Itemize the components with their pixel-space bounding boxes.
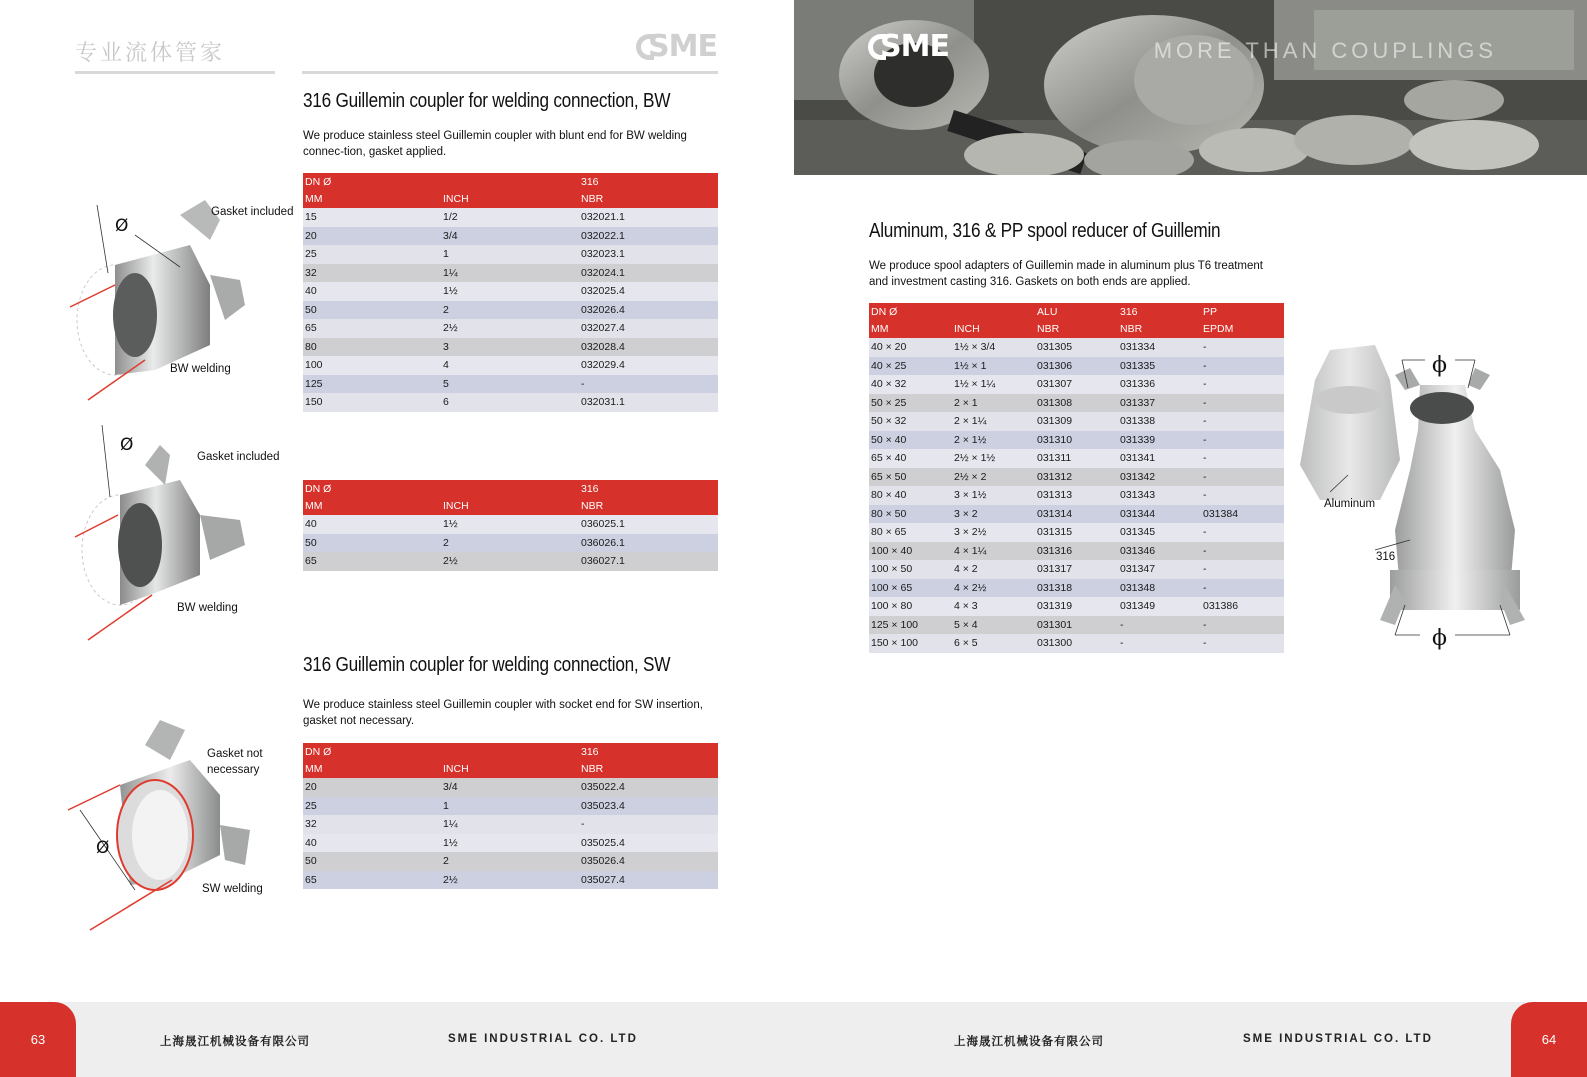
table-cell: 031336 — [1118, 375, 1201, 394]
table-row — [303, 852, 718, 871]
table-header-row — [303, 761, 718, 779]
table-cell: 031346 — [1118, 542, 1201, 561]
table-cell: - — [1201, 542, 1284, 561]
table-cell: 65 — [303, 319, 441, 338]
table-cell: 150 — [303, 393, 441, 412]
table-cell: 035026.4 — [579, 852, 718, 871]
header-cell: MM — [303, 191, 441, 209]
table-row — [869, 560, 1284, 579]
header-cell: INCH — [441, 761, 579, 779]
table-cell: 50 × 32 — [869, 412, 952, 431]
footer-company-en-left: SME INDUSTRIAL CO. LTD — [448, 1033, 638, 1045]
table-header-row — [303, 743, 718, 761]
table-cell: 4 × 2½ — [952, 579, 1035, 598]
table-cell: 031334 — [1118, 338, 1201, 357]
sme-logo-left: SME — [636, 29, 717, 64]
table-row — [303, 375, 718, 394]
table-cell: 2 — [441, 301, 579, 320]
table-cell: 3/4 — [441, 778, 579, 797]
table-row — [869, 616, 1284, 635]
sme-logo-right: SME — [868, 29, 949, 64]
table-row — [303, 778, 718, 797]
table-cell: 031345 — [1118, 523, 1201, 542]
table-row — [303, 338, 718, 357]
table-cell: 2 × 1 — [952, 394, 1035, 413]
header-cell — [441, 743, 579, 761]
table-header-row — [303, 480, 718, 498]
table-row — [303, 834, 718, 853]
table-cell: - — [1201, 394, 1284, 413]
table-cell: - — [1118, 634, 1201, 653]
table-cell: 031313 — [1035, 486, 1118, 505]
table-cell: 2 × 1¼ — [952, 412, 1035, 431]
factory-photo-illustration — [794, 0, 1587, 175]
table-cell: - — [1201, 486, 1284, 505]
table-cell: 1 — [441, 245, 579, 264]
header-cell: NBR — [1118, 321, 1201, 339]
table-cell: 2½ — [441, 871, 579, 890]
table-cell: 25 — [303, 245, 441, 264]
table-cell: 4 × 1¼ — [952, 542, 1035, 561]
table-cell: - — [1201, 338, 1284, 357]
table-cell: 032025.4 — [579, 282, 718, 301]
table-cell: 3 × 1½ — [952, 486, 1035, 505]
table-row — [869, 394, 1284, 413]
header-cell: EPDM — [1201, 321, 1284, 339]
table-cell: 2½ × 1½ — [952, 449, 1035, 468]
table-header-row — [303, 173, 718, 191]
table-cell: 035027.4 — [579, 871, 718, 890]
header-cell: NBR — [579, 761, 718, 779]
table-row — [869, 357, 1284, 376]
table-cell: 2 — [441, 852, 579, 871]
table-cell: 2½ — [441, 552, 579, 571]
table-cell: 031318 — [1035, 579, 1118, 598]
table-cell: 40 — [303, 515, 441, 534]
header-cell: DN Ø — [303, 743, 441, 761]
table-cell: 6 — [441, 393, 579, 412]
table-cell: 036027.1 — [579, 552, 718, 571]
table-header-row — [869, 321, 1284, 339]
header-cell: DN Ø — [869, 303, 952, 321]
table-cell: 031310 — [1035, 431, 1118, 450]
table-cell: 100 — [303, 356, 441, 375]
table-cell: 100 × 65 — [869, 579, 952, 598]
table-header-row — [303, 498, 718, 516]
table-cell: 40 — [303, 834, 441, 853]
table-cell: 65 — [303, 552, 441, 571]
header-cell: MM — [303, 498, 441, 516]
page-number-left: 63 — [0, 1002, 76, 1077]
table-row — [869, 523, 1284, 542]
table-cell: 1/2 — [441, 208, 579, 227]
table-row — [869, 449, 1284, 468]
table-row — [303, 356, 718, 375]
callout-sw-welding: SW welding — [202, 883, 263, 895]
table-cell: 20 — [303, 227, 441, 246]
table-cell: 6 × 5 — [952, 634, 1035, 653]
table-cell: 80 — [303, 338, 441, 357]
table-cell: - — [1201, 468, 1284, 487]
diameter-icon: Ø — [120, 435, 134, 455]
table-cell: 031337 — [1118, 394, 1201, 413]
table-cell: 036025.1 — [579, 515, 718, 534]
table-cell: 100 × 40 — [869, 542, 952, 561]
callout-gasket-included-2: Gasket included — [197, 451, 280, 463]
table-row — [869, 542, 1284, 561]
table-cell: 3 × 2½ — [952, 523, 1035, 542]
callout-bw-welding-1: BW welding — [170, 363, 231, 375]
table-cell: 3 — [441, 338, 579, 357]
header-cell: NBR — [1035, 321, 1118, 339]
table-row — [303, 282, 718, 301]
table-cell: 1½ × 3/4 — [952, 338, 1035, 357]
table-row — [869, 412, 1284, 431]
table-cell: 2½ × 2 — [952, 468, 1035, 487]
table-cell: 031311 — [1035, 449, 1118, 468]
page-number-right: 64 — [1511, 1002, 1587, 1077]
spec-table-sw — [303, 743, 718, 889]
table-cell: - — [1201, 357, 1284, 376]
spec-table-bw-2 — [303, 480, 718, 571]
table-cell: 032024.1 — [579, 264, 718, 283]
hero-photo — [794, 0, 1587, 175]
table-cell: 25 — [303, 797, 441, 816]
table-row — [303, 815, 718, 834]
table-cell: 3 × 2 — [952, 505, 1035, 524]
section-desc-reducer: We produce spool adapters of Guillemin made in aluminum plus T6 treatment and investment casting 316. Gaskets on both ends are applied. — [869, 260, 1263, 288]
table-cell: 5 — [441, 375, 579, 394]
section-title-sw: 316 Guillemin coupler for welding connection, SW — [303, 654, 671, 676]
table-cell: 15 — [303, 208, 441, 227]
diameter-icon: Ø — [96, 838, 110, 858]
sw-coupler-drawing — [60, 715, 300, 935]
spec-table-reducer — [869, 303, 1284, 653]
table-cell: 031306 — [1035, 357, 1118, 376]
table-cell: 5 × 4 — [952, 616, 1035, 635]
table-cell: 032022.1 — [579, 227, 718, 246]
table-cell: - — [1201, 412, 1284, 431]
bw-coupler-drawing — [60, 195, 300, 410]
section-title-reducer: Aluminum, 316 & PP spool reducer of Guillemin — [869, 220, 1221, 242]
table-cell: 80 × 65 — [869, 523, 952, 542]
table-cell: 1¼ — [441, 264, 579, 283]
table-cell: 031316 — [1035, 542, 1118, 561]
table-header-row — [303, 191, 718, 209]
table-cell: 1½ — [441, 834, 579, 853]
table-cell: 2 — [441, 534, 579, 553]
header-cell: 316 — [1118, 303, 1201, 321]
footer-company-en-right: SME INDUSTRIAL CO. LTD — [1243, 1033, 1433, 1045]
table-cell: 035022.4 — [579, 778, 718, 797]
table-header-row — [869, 303, 1284, 321]
table-row — [303, 534, 718, 553]
table-cell: 031317 — [1035, 560, 1118, 579]
table-cell: 031347 — [1118, 560, 1201, 579]
table-cell: 032027.4 — [579, 319, 718, 338]
table-cell: 50 × 40 — [869, 431, 952, 450]
callout-aluminum: Aluminum — [1324, 498, 1376, 510]
table-cell: 65 × 40 — [869, 449, 952, 468]
header-cell: NBR — [579, 498, 718, 516]
hero-tagline: MORE THAN COUPLINGS — [1153, 38, 1497, 63]
table-cell: 031301 — [1035, 616, 1118, 635]
header-cell: INCH — [441, 498, 579, 516]
table-row — [303, 301, 718, 320]
footer-company-cn-right: 上海晟江机械设备有限公司 — [954, 1036, 1104, 1048]
table-cell: 2 × 1½ — [952, 431, 1035, 450]
table-cell: 40 × 25 — [869, 357, 952, 376]
header-cell: 316 — [579, 173, 718, 191]
brand-chinese-title: 专业流体管家 — [75, 40, 226, 65]
table-row — [869, 338, 1284, 357]
header-cell: MM — [869, 321, 952, 339]
table-cell: 1½ — [441, 515, 579, 534]
table-cell: 032026.4 — [579, 301, 718, 320]
table-row — [303, 515, 718, 534]
table-cell: 031308 — [1035, 394, 1118, 413]
table-cell: - — [1201, 579, 1284, 598]
header-cell: PP — [1201, 303, 1284, 321]
spec-table-bw — [303, 173, 718, 412]
header-cell: MM — [303, 761, 441, 779]
table-cell: 100 × 80 — [869, 597, 952, 616]
table-cell: 150 × 100 — [869, 634, 952, 653]
section-title-bw: 316 Guillemin coupler for welding connection, BW — [303, 90, 671, 112]
table-cell: 031307 — [1035, 375, 1118, 394]
table-cell: 031348 — [1118, 579, 1201, 598]
table-cell: 32 — [303, 264, 441, 283]
table-cell: 032031.1 — [579, 393, 718, 412]
table-cell: 031315 — [1035, 523, 1118, 542]
callout-gasket-line2: necessary — [207, 764, 260, 776]
table-cell: 50 × 25 — [869, 394, 952, 413]
table-cell: - — [1201, 523, 1284, 542]
table-cell: 031300 — [1035, 634, 1118, 653]
table-row — [869, 486, 1284, 505]
header-cell — [441, 480, 579, 498]
table-cell: 031305 — [1035, 338, 1118, 357]
table-cell: - — [1118, 616, 1201, 635]
table-row — [869, 431, 1284, 450]
table-cell: 4 — [441, 356, 579, 375]
table-cell: 031349 — [1118, 597, 1201, 616]
table-cell: 032028.4 — [579, 338, 718, 357]
table-cell: 032023.1 — [579, 245, 718, 264]
table-cell: 80 × 40 — [869, 486, 952, 505]
table-cell: - — [1201, 616, 1284, 635]
table-row — [303, 208, 718, 227]
header-cell: INCH — [952, 321, 1035, 339]
table-cell: 031319 — [1035, 597, 1118, 616]
table-cell: 40 × 20 — [869, 338, 952, 357]
callout-bw-welding-2: BW welding — [177, 602, 238, 614]
header-divider-left — [75, 71, 275, 74]
section-desc-bw: We produce stainless steel Guillemin coupler with blunt end for BW welding connec-tion, gasket applied. — [303, 130, 687, 158]
callout-gasket-included-1: Gasket included — [211, 206, 294, 218]
table-cell: 40 — [303, 282, 441, 301]
table-cell: 031386 — [1201, 597, 1284, 616]
table-cell: 50 — [303, 534, 441, 553]
table-cell: 031312 — [1035, 468, 1118, 487]
table-cell: - — [579, 815, 718, 834]
table-cell: 032021.1 — [579, 208, 718, 227]
header-cell — [952, 303, 1035, 321]
table-cell: 4 × 3 — [952, 597, 1035, 616]
table-cell: - — [1201, 560, 1284, 579]
table-cell: - — [1201, 375, 1284, 394]
table-row — [303, 245, 718, 264]
header-cell — [441, 173, 579, 191]
table-cell: - — [1201, 449, 1284, 468]
footer-company-cn-left: 上海晟江机械设备有限公司 — [160, 1036, 310, 1048]
header-cell: INCH — [441, 191, 579, 209]
table-row — [303, 871, 718, 890]
header-cell: 316 — [579, 743, 718, 761]
table-row — [869, 597, 1284, 616]
table-cell: 1½ × 1 — [952, 357, 1035, 376]
callout-gasket-not-necessary — [207, 746, 263, 778]
table-cell: 035025.4 — [579, 834, 718, 853]
table-row — [303, 319, 718, 338]
table-cell: 1¼ — [441, 815, 579, 834]
diameter-icon: ϕ — [1432, 353, 1447, 378]
diameter-icon: Ø — [115, 216, 129, 236]
table-cell: 031309 — [1035, 412, 1118, 431]
table-row — [303, 264, 718, 283]
table-row — [869, 634, 1284, 653]
callout-gasket-line1: Gasket not — [207, 748, 263, 760]
header-cell: NBR — [579, 191, 718, 209]
table-cell: 65 × 50 — [869, 468, 952, 487]
table-cell: 4 × 2 — [952, 560, 1035, 579]
table-cell: 1½ — [441, 282, 579, 301]
table-cell: 20 — [303, 778, 441, 797]
table-row — [303, 227, 718, 246]
table-cell: 125 × 100 — [869, 616, 952, 635]
table-cell: 100 × 50 — [869, 560, 952, 579]
header-cell: DN Ø — [303, 480, 441, 498]
table-cell: 036026.1 — [579, 534, 718, 553]
table-cell: 032029.4 — [579, 356, 718, 375]
table-cell: 031384 — [1201, 505, 1284, 524]
table-cell: 031342 — [1118, 468, 1201, 487]
table-cell: 65 — [303, 871, 441, 890]
header-cell: ALU — [1035, 303, 1118, 321]
table-cell: 2½ — [441, 319, 579, 338]
table-cell: 031344 — [1118, 505, 1201, 524]
table-row — [869, 468, 1284, 487]
table-cell: 50 — [303, 301, 441, 320]
table-cell: 80 × 50 — [869, 505, 952, 524]
table-row — [869, 579, 1284, 598]
table-cell: 125 — [303, 375, 441, 394]
table-cell: 031343 — [1118, 486, 1201, 505]
table-cell: 1½ × 1¼ — [952, 375, 1035, 394]
table-cell: - — [1201, 634, 1284, 653]
header-cell: 316 — [579, 480, 718, 498]
table-cell: 031339 — [1118, 431, 1201, 450]
table-cell: 031335 — [1118, 357, 1201, 376]
table-cell: - — [1201, 431, 1284, 450]
header-divider-right — [302, 71, 718, 74]
table-cell: 031314 — [1035, 505, 1118, 524]
diameter-icon: ϕ — [1432, 626, 1447, 651]
table-row — [869, 505, 1284, 524]
table-cell: 40 × 32 — [869, 375, 952, 394]
header-cell: DN Ø — [303, 173, 441, 191]
table-row — [303, 552, 718, 571]
section-desc-sw: We produce stainless steel Guillemin coupler with socket end for SW insertion, gasket not necessary. — [303, 699, 703, 727]
table-cell: 031341 — [1118, 449, 1201, 468]
table-row — [869, 375, 1284, 394]
table-row — [303, 393, 718, 412]
table-cell: 50 — [303, 852, 441, 871]
table-cell: 035023.4 — [579, 797, 718, 816]
table-cell: 3/4 — [441, 227, 579, 246]
table-cell: - — [579, 375, 718, 394]
table-row — [303, 797, 718, 816]
table-cell: 031338 — [1118, 412, 1201, 431]
table-cell: 32 — [303, 815, 441, 834]
table-cell: 1 — [441, 797, 579, 816]
callout-316: 316 — [1376, 551, 1396, 563]
